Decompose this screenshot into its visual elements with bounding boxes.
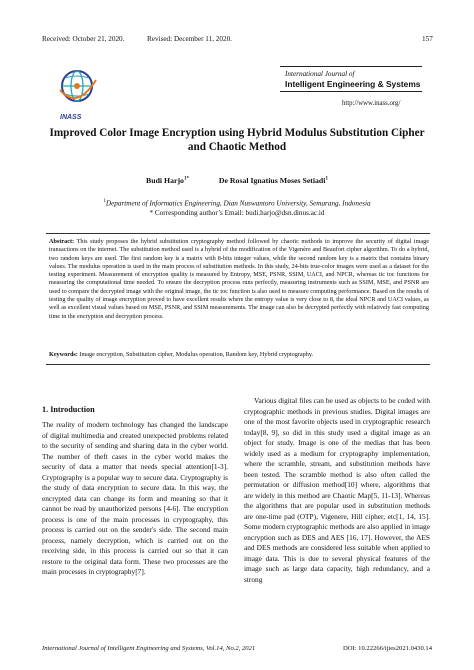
journal-name-line1: International Journal of bbox=[285, 70, 355, 78]
author-1-corresponding-mark: * bbox=[186, 176, 189, 182]
abstract-label: Abstract: bbox=[49, 238, 75, 245]
intro-column-right bbox=[244, 396, 430, 585]
title-line-2: and Chaotic Method bbox=[187, 141, 287, 153]
received-date: Received: October 21, 2020. bbox=[42, 35, 125, 43]
abstract-text: This study proposes the hybrid substitution cryptography method followed by chaotic methods to improve the security of digital image transactions on the internet. The substitution method used is a hybrid of the modification of the Vigenère and Beaufort cipher algorithm. To do a hybrid, two random keys are used. The first random key is a matrix with 8-bits integer values, while the second random key is a matrix that contains binary values. The modulus operation is used in the main process of substitution methods. In this study, 24-bits true-color images were used as a dataset for the testing experiment. Measurement of encryption quality is measured by Entropy, MSE, PSNR, SSIM, UACI, and NPCR, whereas tic toc functions for measuring the computational time needed. To ensure the decryption process runs perfectly, measuring instruments such as SSIM, MSE, and PSNR are used to compare the decrypted image with the original image, the tic toc function is also used to measure computing performance. Based on the results of testing the quality of image encryption proved to have excellent results where the entropy value is very close to 8, the ideal NPCR and UACI values, as well as excellent visual values based on MSE, PSNR, and SSIM measurements. The image can also be decrypted perfectly with relatively fast computing time in the encryption and decryption process. bbox=[49, 238, 430, 320]
journal-name-line2: Intelligent Engineering & Systems bbox=[285, 79, 421, 89]
abstract bbox=[49, 238, 429, 321]
author-1-affil: 1 bbox=[183, 176, 187, 182]
masthead-rule-bottom bbox=[280, 91, 422, 92]
globe-icon bbox=[52, 66, 102, 116]
corresponding-email: * Corresponding author’s Email: budi.harjo@dsn.dinus.ac.id bbox=[149, 208, 325, 217]
masthead-rule-top bbox=[280, 66, 422, 67]
keywords-label: Keywords: bbox=[49, 351, 78, 358]
keywords bbox=[49, 351, 429, 358]
intro-column-left bbox=[42, 420, 228, 578]
footer-doi[interactable]: DOI: 10.22266/ijies2021.0430.14 bbox=[342, 645, 432, 652]
affil-dept: Department of Informatics Engineering, Dian Nuswantoro University, Semarang, Indonesia bbox=[105, 199, 371, 208]
author-2-affil: 1 bbox=[325, 176, 328, 182]
paper-title bbox=[30, 126, 444, 154]
intro-paragraph-left: The reality of modern technology has changed the landscape of digital multimedia and created unexpected problems related to the security of sending and sharing data in the cyber world. The number of theft cases in the cyber world makes the security of data a matter that needs special attention[1-3]. Cryptography is a popular way to secure data. Cryptography is the study of data encryption to secure data. In this way, the encrypted data can change its form and meaning so that it cannot be read by unauthorized persons [4-6]. The encryption process is one of the main processes in cryptography, this process is carried out on the sender's side. The second main process, namely decryption, which is carried out on the receiving side, in this process is carried out so that it can restore to the original data form. These two processes are the main processes in cryptography[7]. bbox=[42, 420, 228, 576]
section-heading-introduction: 1. Introduction bbox=[42, 405, 95, 414]
journal-url[interactable]: http://www.inass.org/ bbox=[342, 100, 401, 107]
keywords-text: Image encryption, Substitution cipher, Modulus operation, Random key, Hybrid cryptography. bbox=[79, 351, 314, 358]
footer-journal: International Journal of Intelligent Engineering and Systems, Vol.14, No.2, 2021 bbox=[42, 645, 256, 652]
inass-logo bbox=[52, 66, 102, 116]
page-number: 157 bbox=[422, 35, 433, 43]
author-2: De Rosal Ignatius Moses Setiadi bbox=[218, 176, 326, 185]
intro-paragraph-right: Various digital files can be used as objects to be coded with cryptographic methods in previous studies. Digital images are one of the most favorite objects used in cryptographic research today[8, 9], so did in this study used a digital image as an object for study. Image is one of the medias that has been widely used as a medium for cryptography implementation, where the scramble, stream, and substitution methods have been tested. The scramble method is also often called the permutation or diffusion method[10] where, algorithms that are widely in this method are Chaotic Map[5, 11-13]. Whereas the algorithms that are popular used in substitution methods are one-time pad (OTP), Vigenere, Hill cipher, etc[1, 14, 15]. Some modern cryptographic methods are also applied in image encryption such as DES and AES [16, 17]. However, the AES and DES methods are considered less suitable when applied to image data. This is due to several physical features of the image such as large data capacity, high redundancy, and a strong bbox=[244, 396, 430, 584]
logo-text: INASS bbox=[60, 114, 82, 121]
authors bbox=[30, 176, 444, 185]
revised-date: Revised: December 11, 2020. bbox=[147, 35, 232, 43]
affil-sup: 1 bbox=[103, 199, 106, 204]
title-line-1: Improved Color Image Encryption using Hybrid Modulus Substitution Cipher bbox=[49, 127, 425, 139]
affiliation bbox=[30, 197, 444, 218]
author-1: Budi Harjo bbox=[146, 176, 184, 185]
